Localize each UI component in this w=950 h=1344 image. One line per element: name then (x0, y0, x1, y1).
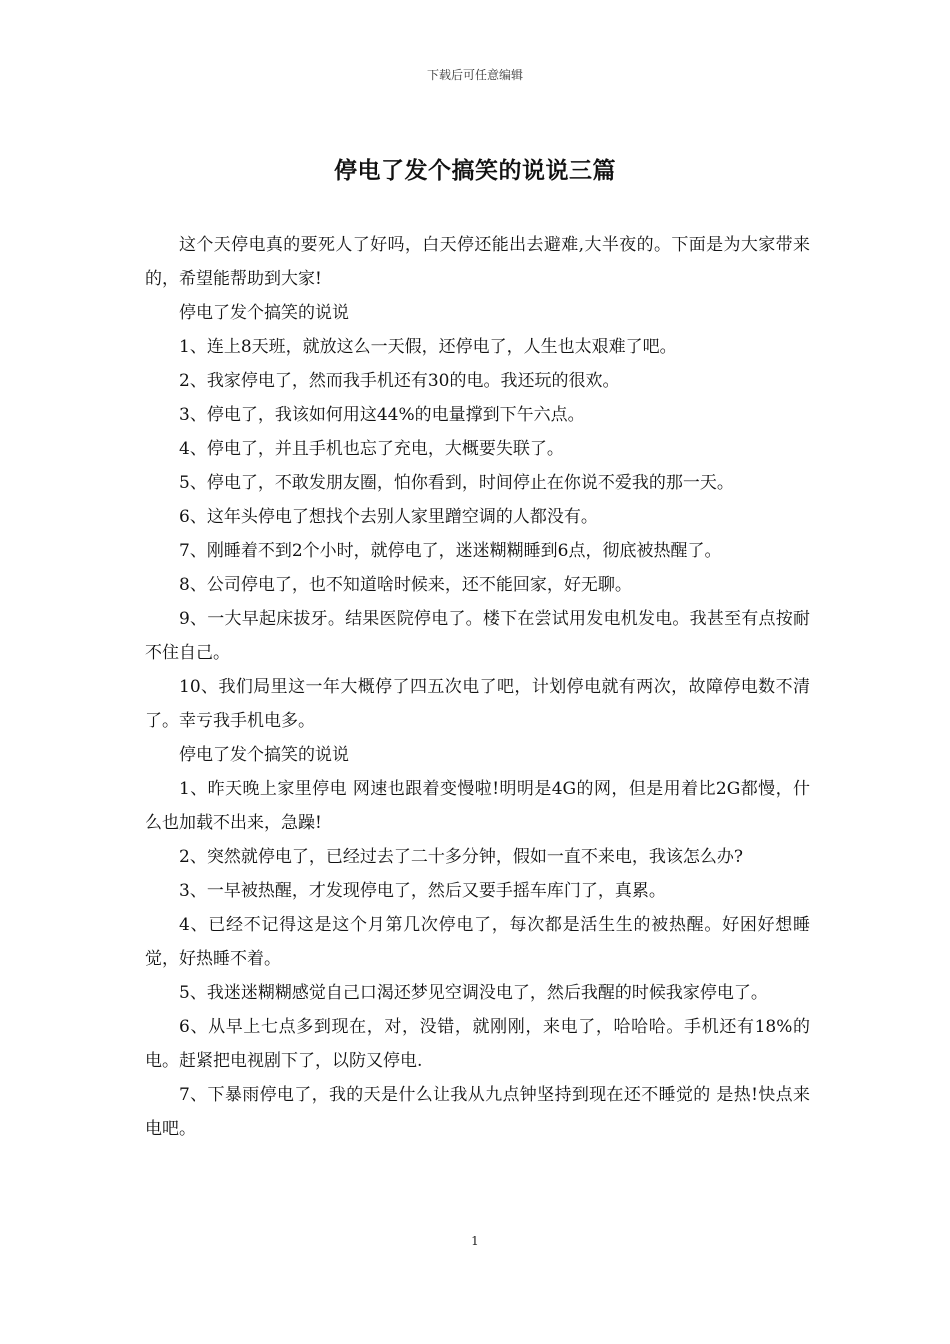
list-item: 7、下暴雨停电了，我的天是什么让我从九点钟坚持到现在还不睡觉的 是热!快点来电吧。 (145, 1085, 810, 1139)
intro-paragraph: 这个天停电真的要死人了好吗，白天停还能出去避难,大半夜的。下面是为大家带来的，希望能帮助到大家! (145, 235, 810, 289)
list-item: 7、刚睡着不到2个小时，就停电了，迷迷糊糊睡到6点，彻底被热醒了。 (179, 541, 722, 561)
list-item: 3、停电了，我该如何用这44%的电量撑到下午六点。 (179, 405, 585, 425)
page-number: 1 (471, 1234, 479, 1248)
list-item: 2、我家停电了，然而我手机还有30的电。我还玩的很欢。 (179, 371, 620, 391)
list-item: 1、昨天晚上家里停电 网速也跟着变慢啦!明明是4G的网，但是用着比2G都慢，什么也加载不出来，急躁! (145, 779, 810, 833)
section-heading: 停电了发个搞笑的说说 (179, 745, 349, 765)
header-note: 下载后可任意编辑 (426, 68, 523, 82)
list-item: 6、这年头停电了想找个去别人家里蹭空调的人都没有。 (179, 507, 598, 527)
document-title: 停电了发个搞笑的说说三篇 (334, 157, 616, 184)
list-item: 4、停电了，并且手机也忘了充电，大概要失联了。 (179, 439, 564, 459)
list-item: 10、我们局里这一年大概停了四五次电了吧，计划停电就有两次，故障停电数不清了。幸亏我手机电多。 (145, 677, 810, 731)
list-item: 1、连上8天班，就放这么一天假，还停电了，人生也太艰难了吧。 (179, 337, 677, 357)
list-item: 4、已经不记得这是这个月第几次停电了，每次都是活生生的被热醒。好困好想睡觉，好热睡不着。 (145, 915, 810, 969)
section-heading: 停电了发个搞笑的说说 (179, 303, 349, 323)
list-item: 5、停电了，不敢发朋友圈，怕你看到，时间停止在你说不爱我的那一天。 (179, 473, 734, 493)
list-item: 5、我迷迷糊糊感觉自己口渴还梦见空调没电了，然后我醒的时候我家停电了。 (179, 983, 768, 1003)
list-item: 9、一大早起床拔牙。结果医院停电了。楼下在尝试用发电机发电。我甚至有点按耐不住自己。 (145, 609, 810, 663)
document-body (145, 228, 810, 1146)
list-item: 8、公司停电了，也不知道啥时候来，还不能回家，好无聊。 (179, 575, 632, 595)
list-item: 6、从早上七点多到现在，对，没错，就刚刚，来电了，哈哈哈。手机还有18%的电。赶紧把电视剧下了，以防又停电. (145, 1017, 810, 1071)
list-item: 3、一早被热醒，才发现停电了，然后又要手摇车库门了，真累。 (179, 881, 666, 901)
list-item: 2、突然就停电了，已经过去了二十多分钟，假如一直不来电，我该怎么办? (179, 847, 743, 867)
